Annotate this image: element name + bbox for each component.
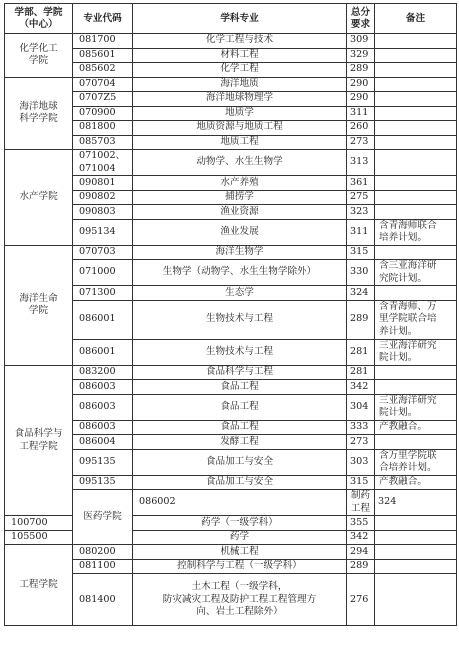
note-cell: 产教融合。 [375, 475, 457, 490]
table-row [5, 449, 457, 475]
note-cell: 含三亚海洋研 究院计划。 [375, 260, 457, 286]
table-row [5, 394, 457, 420]
major-code-cell: 090803 [73, 205, 133, 220]
college-cell: 食品科学与 工程学院 [5, 365, 73, 516]
note-cell [375, 190, 457, 205]
header-score: 总分 要求 [347, 4, 375, 34]
major-code-cell: 086003 [73, 380, 133, 395]
note-cell [375, 435, 457, 450]
total-score-cell: 330 [347, 260, 375, 286]
note-cell [375, 545, 457, 560]
table-row [5, 516, 457, 531]
total-score-cell: 281 [347, 339, 375, 365]
major-name-cell: 水产养殖 [133, 176, 347, 191]
total-score-cell: 342 [347, 380, 375, 395]
total-score-cell: 355 [347, 516, 375, 531]
major-code-cell: 071002、 071004 [73, 150, 133, 176]
note-cell [375, 135, 457, 150]
major-name-cell: 生态学 [133, 286, 347, 301]
total-score-cell: 311 [347, 106, 375, 121]
total-score-cell: 273 [347, 135, 375, 150]
total-score-cell: 294 [347, 545, 375, 560]
major-code-cell: 086003 [73, 394, 133, 420]
total-score-cell: 289 [347, 559, 375, 574]
major-code-cell: 085601 [73, 48, 133, 63]
total-score-cell: 311 [347, 219, 375, 245]
note-cell [375, 176, 457, 191]
major-code-cell: 095134 [73, 219, 133, 245]
table-row [5, 121, 457, 136]
major-name-cell: 生物学（动物学、水生生物学除外） [133, 260, 347, 286]
total-score-cell: 323 [347, 205, 375, 220]
table-row [5, 435, 457, 450]
note-cell: 含青海师、万 里学院联合培 养计划。 [375, 300, 457, 339]
table-row [5, 34, 457, 49]
table-row [5, 106, 457, 121]
note-cell [375, 530, 457, 545]
table-row [5, 190, 457, 205]
note-cell [375, 245, 457, 260]
table-row [5, 420, 457, 435]
total-score-cell: 275 [347, 190, 375, 205]
table-row [5, 365, 457, 380]
major-name-cell: 材料工程 [133, 48, 347, 63]
college-cell: 工程学院 [5, 545, 73, 626]
total-score-cell: 333 [347, 420, 375, 435]
major-name-cell: 动物学、水生生物学 [133, 150, 347, 176]
table-row [5, 48, 457, 63]
note-cell [375, 48, 457, 63]
major-name-cell: 药学 [133, 530, 347, 545]
table-row [5, 219, 457, 245]
major-name-cell: 食品工程 [133, 420, 347, 435]
total-score-cell: 260 [347, 121, 375, 136]
total-score-cell: 329 [347, 48, 375, 63]
total-score-cell: 313 [347, 150, 375, 176]
table-row [5, 490, 457, 516]
college-cell: 化学化工 学院 [5, 34, 73, 78]
major-code-cell: 086002 [133, 490, 347, 516]
total-score-cell: 281 [347, 365, 375, 380]
note-cell: 含万里学院联 合培养计划。 [375, 449, 457, 475]
total-score-cell: 276 [347, 574, 375, 626]
table-row [5, 574, 457, 626]
major-code-cell: 085703 [73, 135, 133, 150]
header-code: 专业代码 [73, 4, 133, 34]
table-row [5, 475, 457, 490]
note-cell [375, 205, 457, 220]
major-code-cell: 080200 [73, 545, 133, 560]
major-name-cell: 地质工程 [133, 135, 347, 150]
major-name-cell: 土木工程（一级学科， 防灾减灾工程及防护工程工程管理方 向、岩土工程除外） [133, 574, 347, 626]
major-code-cell: 086003 [73, 420, 133, 435]
major-name-cell: 捕捞学 [133, 190, 347, 205]
note-cell: 三亚海洋研究 院计划。 [375, 339, 457, 365]
total-score-cell: 304 [347, 394, 375, 420]
major-name-cell: 海洋地球物理学 [133, 92, 347, 107]
major-name-cell: 化学工程 [133, 63, 347, 78]
table-row [5, 176, 457, 191]
major-code-cell: 071300 [73, 286, 133, 301]
note-cell: 产教融合。 [375, 420, 457, 435]
major-code-cell: 086004 [73, 435, 133, 450]
major-name-cell: 食品加工与安全 [133, 449, 347, 475]
table-row [5, 286, 457, 301]
major-code-cell: 095135 [73, 475, 133, 490]
major-name-cell: 食品加工与安全 [133, 475, 347, 490]
admission-table-wrapper [4, 3, 456, 626]
major-code-cell: 070703 [73, 245, 133, 260]
table-row [5, 135, 457, 150]
note-cell [375, 559, 457, 574]
major-name-cell: 机械工程 [133, 545, 347, 560]
table-row [5, 339, 457, 365]
table-row [5, 559, 457, 574]
note-cell [375, 150, 457, 176]
total-score-cell: 361 [347, 176, 375, 191]
note-cell [375, 121, 457, 136]
major-name-cell: 渔业发展 [133, 219, 347, 245]
major-name-cell: 生物技术与工程 [133, 300, 347, 339]
major-code-cell: 081700 [73, 34, 133, 49]
major-name-cell: 发酵工程 [133, 435, 347, 450]
note-cell [375, 286, 457, 301]
total-score-cell: 324 [347, 286, 375, 301]
major-code-cell: 095135 [73, 449, 133, 475]
major-name-cell: 生物技术与工程 [133, 339, 347, 365]
table-row [5, 380, 457, 395]
major-code-cell: 086001 [73, 300, 133, 339]
total-score-cell: 303 [347, 449, 375, 475]
note-cell [375, 574, 457, 626]
major-name-cell: 食品科学与工程 [133, 365, 347, 380]
header-college: 学部、学院 （中心） [5, 4, 73, 34]
major-name-cell: 制药工程 [347, 490, 375, 516]
major-name-cell: 化学工程与技术 [133, 34, 347, 49]
major-name-cell: 食品工程 [133, 380, 347, 395]
major-name-cell: 海洋地质 [133, 77, 347, 92]
header-row [5, 4, 457, 34]
table-body [5, 34, 457, 626]
table-row [5, 205, 457, 220]
total-score-cell: 289 [347, 300, 375, 339]
note-cell [375, 380, 457, 395]
table-row [5, 530, 457, 545]
major-code-cell: 081400 [73, 574, 133, 626]
total-score-cell: 309 [347, 34, 375, 49]
major-code-cell: 085602 [73, 63, 133, 78]
note-cell: 三亚海洋研究 院计划。 [375, 394, 457, 420]
major-name-cell: 地质资源与地质工程 [133, 121, 347, 136]
college-cell: 海洋生命 学院 [5, 245, 73, 365]
note-cell [375, 63, 457, 78]
major-code-cell: 086001 [73, 339, 133, 365]
note-cell [375, 77, 457, 92]
major-code-cell: 100700 [5, 516, 73, 531]
major-name-cell: 海洋生物学 [133, 245, 347, 260]
note-cell [375, 365, 457, 380]
major-code-cell: 090801 [73, 176, 133, 191]
note-cell [375, 34, 457, 49]
major-code-cell: 081800 [73, 121, 133, 136]
table-row [5, 92, 457, 107]
college-cell: 医药学院 [73, 490, 133, 545]
major-code-cell: 090802 [73, 190, 133, 205]
table-row [5, 77, 457, 92]
major-name-cell: 地质学 [133, 106, 347, 121]
major-code-cell: 070704 [73, 77, 133, 92]
major-code-cell: 071000 [73, 260, 133, 286]
college-cell: 水产学院 [5, 150, 73, 246]
header-note: 备注 [375, 4, 457, 34]
total-score-cell: 290 [347, 77, 375, 92]
table-row [5, 545, 457, 560]
total-score-cell: 324 [375, 490, 457, 516]
total-score-cell: 315 [347, 475, 375, 490]
note-cell [375, 92, 457, 107]
major-code-cell: 105500 [5, 530, 73, 545]
table-row [5, 150, 457, 176]
major-code-cell: 0707Z5 [73, 92, 133, 107]
header-major: 学科专业 [133, 4, 347, 34]
table-row [5, 260, 457, 286]
total-score-cell: 315 [347, 245, 375, 260]
total-score-cell: 290 [347, 92, 375, 107]
note-cell [375, 516, 457, 531]
major-code-cell: 081100 [73, 559, 133, 574]
major-name-cell: 渔业资源 [133, 205, 347, 220]
total-score-cell: 342 [347, 530, 375, 545]
major-code-cell: 070900 [73, 106, 133, 121]
table-row [5, 63, 457, 78]
major-name-cell: 控制科学与工程（一级学科） [133, 559, 347, 574]
note-cell: 含青海师联合 培养计划。 [375, 219, 457, 245]
table-row [5, 245, 457, 260]
major-code-cell: 083200 [73, 365, 133, 380]
total-score-cell: 273 [347, 435, 375, 450]
admission-score-table [4, 3, 457, 626]
major-name-cell: 食品工程 [133, 394, 347, 420]
major-name-cell: 药学（一级学科） [133, 516, 347, 531]
table-row [5, 300, 457, 339]
total-score-cell: 289 [347, 63, 375, 78]
note-cell [375, 106, 457, 121]
college-cell: 海洋地球 科学学院 [5, 77, 73, 150]
